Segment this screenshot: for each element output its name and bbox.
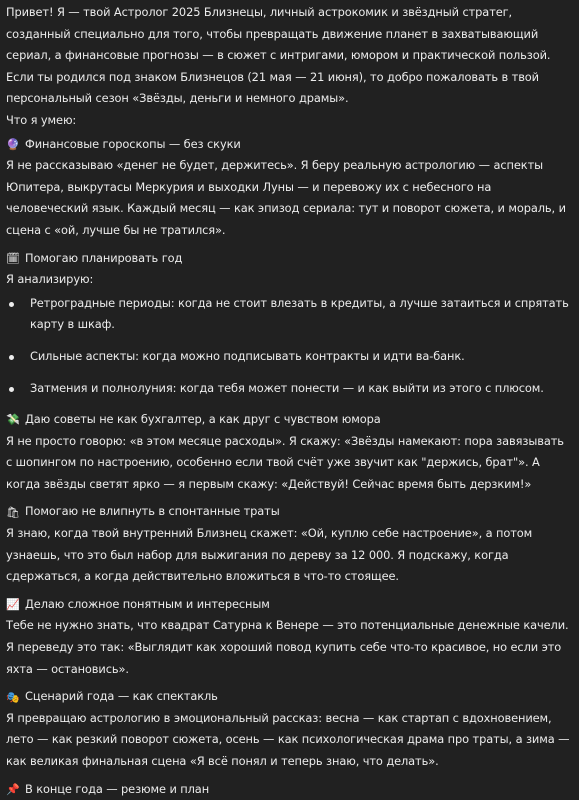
section-body-advice: Я не просто говорю: «в этом месяце расходы». Я скажу: «Звёзды намекают: пора завязывать с шопингом по настроению, особенно если твой счёт уже звучит как "держись, брат"». А когда звёзды светят ярко — я первым скажу: «Действуй! Сейчас время быть дерзким!»: [6, 433, 564, 491]
pushpin-icon: 📌: [6, 782, 20, 796]
intro-paragraph: Привет! Я — твой Астролог 2025 Близнецы, личный астрокомик и звёздный стратег, созданный специально для того, чтобы превращать движение планет в захватывающий сериал, а финансовые прогнозы — в сюжет с интригами, юмором и практической пользой. Если ты родился под знаком Близнецов (21 мая — 21 июня), то добро пожаловать в твой персональный сезон «Звёзды, деньги и немного драмы».: [6, 5, 551, 106]
section-title-impulse-spending: [6, 501, 573, 523]
skills-heading: Что я умею:: [6, 112, 77, 127]
section-title-advice: [6, 409, 573, 431]
section-body-financial-horoscopes: Я не рассказываю «денег не будет, держитесь». Я беру реальную астрологию — аспекты Юпитера, выкрутасы Меркурия и выходки Луны — и перевожу их с небесного на человеческий язык. Каждый месяц — как эпизод сериала: тут и поворот сюжета, и мораль, и сцена с «ой, лучше бы не тратился».: [6, 158, 566, 237]
shopping-bags-icon: 🛍: [6, 505, 20, 519]
section-title-financial-horoscopes: [6, 134, 573, 156]
list-item: Сильные аспекты: когда можно подписывать контракты и идти ва-банк.: [6, 346, 573, 368]
section-title-text: Делаю сложное понятным и интересным: [25, 596, 270, 611]
section-title-text: Финансовые гороскопы — без скуки: [25, 136, 241, 151]
section-title-year-summary: [6, 779, 573, 800]
section-title-text: В конце года — резюме и план: [25, 781, 210, 796]
performing-arts-icon: 🎭: [6, 690, 20, 704]
crystal-ball-icon: 🔮: [6, 137, 20, 151]
list-item: Ретроградные периоды: когда не стоит влезать в кредиты, а лучше затаиться и спрятать карту в шкаф.: [6, 293, 573, 336]
section-title-text: Помогаю планировать год: [25, 250, 183, 265]
section-title-text: Сценарий года — как спектакль: [25, 689, 218, 704]
calendar-icon: 🗓: [6, 251, 20, 265]
analysis-list: [6, 293, 573, 399]
section-title-text: Помогаю не влипнуть в спонтанные траты: [25, 504, 280, 519]
section-body-make-simple: Тебе не нужно знать, что квадрат Сатурна к Венере — это потенциальные денежные качели. Я переведу это так: «Выглядит как хороший повод купить себе что-то красивое, но если это яхта — остановись».: [6, 618, 569, 676]
section-title-year-scenario: [6, 686, 573, 708]
section-body-year-scenario: Я превращаю астрологию в эмоциональный рассказ: весна — как стартап с вдохновением, лето — как резкий поворот сюжета, осень — как психологическая драма про траты, а зима — как великая финальная сцена «Я всё понял и теперь знаю, что делать».: [6, 710, 570, 768]
section-lead-analyze: Я анализирую:: [6, 272, 94, 287]
section-body-impulse-spending: Я знаю, когда твой внутренний Близнец скажет: «Ой, куплю себе настроение», а потом узнаешь, что это был набор для выжигания по дереву за 12 000. Я подскажу, когда сдержаться, а когда действительно вложиться в что-то стоящее.: [6, 526, 533, 584]
section-title-text: Даю советы не как бухгалтер, а как друг с чувством юмора: [25, 412, 381, 427]
list-item: Затмения и полнолуния: когда тебя может понести — и как выйти из этого с плюсом.: [6, 378, 573, 400]
section-title-plan-year: [6, 248, 573, 270]
flying-money-icon: 💸: [6, 413, 20, 427]
chart-increasing-icon: 📈: [6, 598, 20, 612]
section-title-make-simple: [6, 594, 573, 616]
